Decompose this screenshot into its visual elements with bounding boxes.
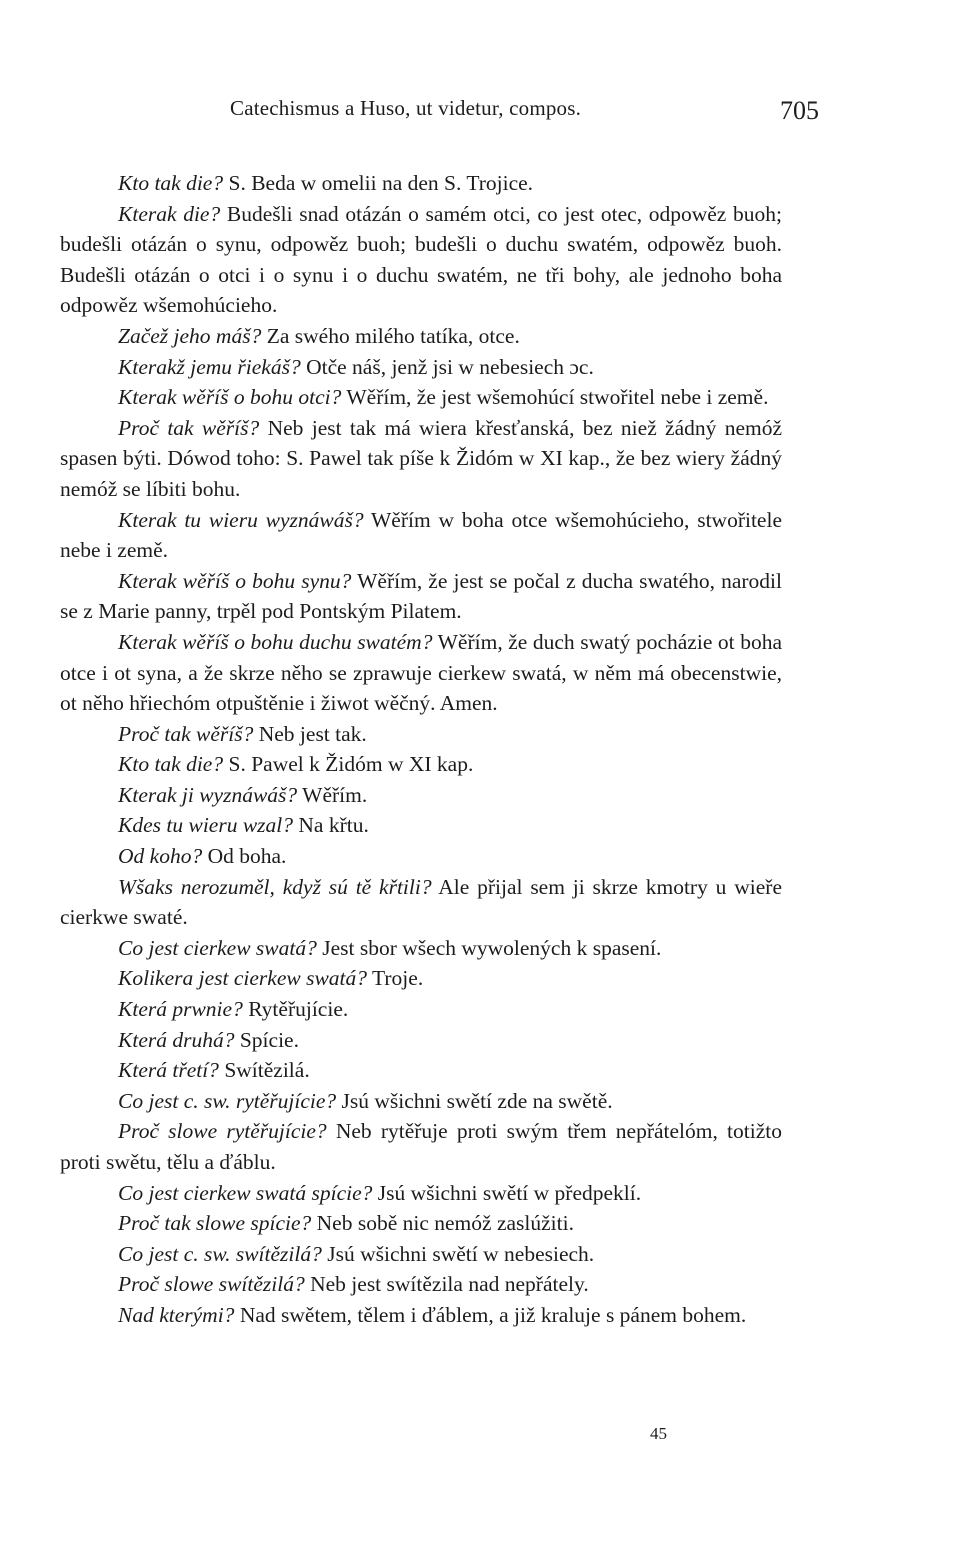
question: Která druhá? — [118, 1027, 235, 1052]
qa-paragraph — [60, 566, 782, 627]
answer: Rytěřujície. — [248, 997, 349, 1022]
question: Kterak tu wieru wyznáwáš? — [118, 507, 364, 532]
qa-paragraph — [60, 841, 782, 872]
question: Proč slowe rytěřujície? — [118, 1119, 327, 1144]
answer: S. Pawel k Židóm w XI kap. — [228, 752, 474, 777]
answer: Nad swětem, tělem i ďáblem, a již kraluje s pánem bohem. — [239, 1302, 747, 1327]
question: Která prwnie? — [118, 997, 243, 1022]
page-number: 705 — [780, 96, 819, 125]
question: Proč tak wěříš? — [118, 721, 254, 746]
answer: Jsú wšichni swětí zde na swětě. — [341, 1088, 613, 1113]
answer: Neb jest tak má wiera křesťanská, bez niež žádný nemóž spasen býti. Dówod toho: S. Pawel tak píše k Židóm w XI kap., že bez wiery žádný nemóž se líbiti bohu. — [60, 415, 783, 501]
question: Která třetí? — [118, 1058, 219, 1083]
qa-paragraph — [60, 872, 782, 933]
question: Kolikera jest cierkew swatá? — [118, 966, 368, 991]
question: Proč tak slowe spície? — [118, 1211, 312, 1236]
question: Začež jeho máš? — [118, 323, 262, 348]
question: Co jest cierkew swatá? — [118, 935, 317, 960]
qa-paragraph — [60, 321, 782, 352]
qa-paragraph — [60, 1208, 782, 1239]
answer: Jsú wšichni swětí w předpeklí. — [377, 1180, 642, 1205]
qa-paragraph — [60, 1239, 782, 1270]
qa-paragraph — [60, 352, 782, 383]
question: Co jest cierkew swatá spície? — [118, 1180, 373, 1205]
qa-paragraph — [60, 810, 782, 841]
question: Kterak ji wyznáwáš? — [118, 782, 298, 807]
answer: Jsú wšichni swětí w nebesiech. — [327, 1241, 595, 1266]
answer: Neb sobě nic nemóž zaslúžiti. — [316, 1211, 574, 1236]
answer: Budešli snad otázán o samém otci, co jest otec, odpowěz buoh; budešli otázán o synu, odpowěz buoh; budešli o duchu swatém, odpowěz buoh. Budešli otázán o otci i o synu i o duchu swatém, ne tři bohy, ale jednoho boha odpowěz wšemohúcieho. — [60, 201, 782, 318]
question: Od koho? — [118, 844, 203, 869]
answer: Swítězilá. — [224, 1058, 310, 1083]
answer: Ale přijal sem ji skrze kmotry u wieře cierkwe swaté. — [60, 874, 782, 930]
answer: Od boha. — [207, 844, 287, 869]
qa-paragraph — [60, 933, 782, 964]
answer: Wěřím, že jest wšemohúcí stwořitel nebe i země. — [346, 385, 769, 410]
qa-paragraph — [60, 382, 782, 413]
qa-paragraph — [60, 1055, 782, 1086]
question: Nad kterými? — [118, 1302, 235, 1327]
qa-paragraph — [60, 1178, 782, 1209]
question: Kterak wěříš o bohu synu? — [118, 568, 352, 593]
qa-paragraph — [60, 994, 782, 1025]
qa-paragraph — [60, 627, 782, 719]
question: Kto tak die? — [118, 752, 224, 777]
question: Co jest c. sw. swítězilá? — [118, 1241, 322, 1266]
question: Kterak wěříš o bohu duchu swatém? — [118, 629, 433, 654]
question: Kdes tu wieru wzal? — [118, 813, 294, 838]
question: Co jest c. sw. rytěřujície? — [118, 1088, 337, 1113]
header-title: Catechismus a Huso, ut videtur, compos. — [230, 96, 582, 120]
question: Kto tak die? — [118, 171, 224, 195]
text-body — [60, 168, 782, 1331]
qa-paragraph — [60, 413, 782, 505]
qa-paragraph — [60, 1269, 782, 1300]
question: Kterakž jemu řiekáš? — [118, 354, 301, 379]
question: Proč slowe swítězilá? — [118, 1272, 305, 1297]
answer: Za swého milého tatíka, otce. — [266, 323, 520, 348]
qa-paragraph — [60, 1086, 782, 1117]
answer: Spície. — [239, 1027, 299, 1052]
answer: Wěřím, že duch swatý pocházie ot boha otce i ot syna, a že skrze něho se zprawuje cierkew swatá, w něm má obecenstwie, ot něho hřiechóm otpuštěnie i žiwot wěčný. Amen. — [60, 629, 782, 716]
qa-paragraph — [60, 963, 782, 994]
answer: Troje. — [372, 966, 424, 991]
question: Kterak die? — [118, 201, 221, 226]
answer: Neb rytěřuje proti swým třem nepřátelóm, totižto proti swětu, tělu a ďáblu. — [60, 1119, 782, 1174]
answer: Otče náš, jenž jsi w nebesiech ɔc. — [306, 354, 594, 379]
answer: Wěřím w boha otce wšemohúcieho, stwořitele nebe i země. — [60, 507, 782, 563]
answer: Jest sbor wšech wywolených k spasení. — [322, 935, 662, 960]
answer: Neb jest swítězila nad nepřátely. — [310, 1272, 589, 1297]
qa-paragraph — [60, 749, 782, 780]
question: Proč tak wěříš? — [118, 415, 260, 440]
qa-paragraph — [60, 1300, 782, 1331]
answer: Neb jest tak. — [258, 721, 367, 746]
answer: S. Beda w omelii na den S. Trojice. — [228, 171, 534, 195]
qa-paragraph — [60, 505, 782, 566]
answer: Wěřím. — [302, 782, 368, 807]
answer: Wěřím, že jest se počal z ducha swatého, narodil se z Marie panny, trpěl pod Pontským Pilatem. — [60, 568, 782, 624]
qa-paragraph — [60, 1116, 782, 1177]
answer: Na křtu. — [298, 813, 369, 838]
question: Wšaks nerozuměl, když sú tě křtili? — [118, 874, 432, 899]
qa-paragraph — [60, 780, 782, 811]
qa-paragraph — [60, 168, 782, 199]
qa-paragraph — [60, 199, 782, 321]
qa-paragraph — [60, 719, 782, 750]
signature-mark: 45 — [650, 1424, 667, 1443]
question: Kterak wěříš o bohu otci? — [118, 385, 342, 410]
qa-paragraph — [60, 1025, 782, 1056]
